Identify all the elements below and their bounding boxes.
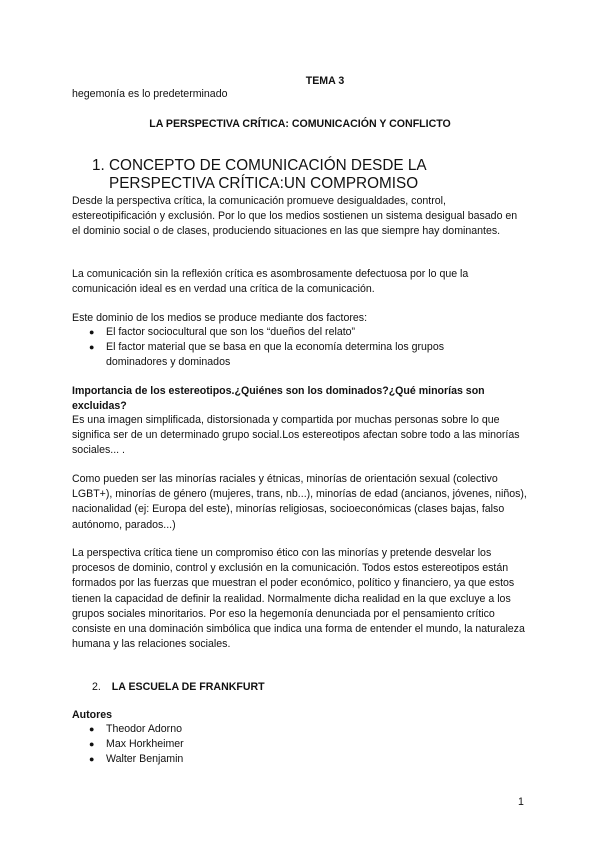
paragraph-5: Como pueden ser las minorías raciales y étnicas, minorías de orientación sexual (colectivo LGBT+), minorías de género (mujeres, trans, nb...), minorías de edad (ancianos, jóvenes, niños), nacionalidad (ej: Europa del este), minorías religiosas, socioeconómicas (clases bajas, falso autónomo, parados...) bbox=[72, 473, 527, 531]
section-1-heading-text: CONCEPTO DE COMUNICACIÓN DESDE LA PERSPECTIVA CRÍTICA:UN COMPROMISO bbox=[109, 157, 426, 193]
section-1-number: 1. bbox=[92, 157, 105, 174]
bullet-icon: ● bbox=[89, 342, 95, 352]
bullet-icon: ● bbox=[89, 754, 95, 764]
list-item bbox=[72, 752, 528, 767]
authors-label: Autores bbox=[72, 709, 113, 721]
list-item bbox=[72, 722, 528, 737]
bullet-icon: ● bbox=[89, 724, 95, 734]
authors-list bbox=[72, 722, 528, 767]
author-name: Theodor Adorno bbox=[106, 723, 182, 735]
list-item-text: El factor material que se basa en que la economía determina los grupos dominadores y dominados bbox=[106, 341, 445, 368]
margin-note: hegemonía es lo predeterminado bbox=[72, 88, 228, 100]
bullet-icon: ● bbox=[89, 739, 95, 749]
section-2-number: 2. bbox=[92, 681, 101, 693]
list-item bbox=[72, 340, 528, 370]
section-1-heading bbox=[92, 157, 532, 194]
list-item bbox=[72, 737, 528, 752]
paragraph-6: La perspectiva crítica tiene un compromiso ético con las minorías y pretende desvelar los procesos de dominio, control y exclusión en la comunicación. Todos estos estereotipos están formados por las fuerzas que muestran el poder económico, político y financiero, ya que estos tienen la capacidad de definir la realidad. Normalmente dicha realidad en la que excluye a los grupos sociales minoritarios. Por eso la hegemonía denunciada por el pensamiento crítico consiste en una dominación simbólica que indica una forma de entender el mundo, la naturaleza humana y las relaciones sociales. bbox=[72, 547, 525, 651]
section-2-heading-text: LA ESCUELA DE FRANKFURT bbox=[111, 681, 265, 693]
page-number: 1 bbox=[518, 796, 524, 808]
document-title: LA PERSPECTIVA CRÍTICA: COMUNICACIÓN Y CONFLICTO bbox=[149, 118, 451, 130]
paragraph-2: La comunicación sin la reflexión crítica es asombrosamente defectuosa por lo que la comunicación ideal es en verdad una crítica de la comunicación. bbox=[72, 268, 469, 296]
author-name: Walter Benjamin bbox=[106, 753, 184, 765]
subheading-estereotipos: Importancia de los estereotipos.¿Quiénes son los dominados?¿Qué minorías son excluidas? bbox=[72, 385, 485, 413]
bullet-icon: ● bbox=[89, 327, 95, 337]
list-item-text: El factor sociocultural que son los “dueños del relato” bbox=[106, 326, 356, 338]
section-2-heading bbox=[92, 681, 265, 693]
paragraph-4: Es una imagen simplificada, distorsionada y compartida por muchas personas sobre lo que significa ser de un determinado grupo social.Los estereotipos afectan sobre todo a las minorías sociales... . bbox=[72, 414, 520, 457]
factors-list bbox=[72, 325, 528, 370]
tema-label: TEMA 3 bbox=[305, 75, 345, 87]
author-name: Max Horkheimer bbox=[106, 738, 184, 750]
paragraph-3: Este dominio de los medios se produce mediante dos factores: bbox=[72, 312, 368, 324]
list-item bbox=[72, 325, 528, 340]
paragraph-1: Desde la perspectiva crítica, la comunicación promueve desigualdades, control, estereotipificación y exclusión. Por lo que los medios sostienen un sistema desigual basado en el dominio social o de clases, produciendo situaciones en las que siempre hay dominantes. bbox=[72, 195, 518, 238]
